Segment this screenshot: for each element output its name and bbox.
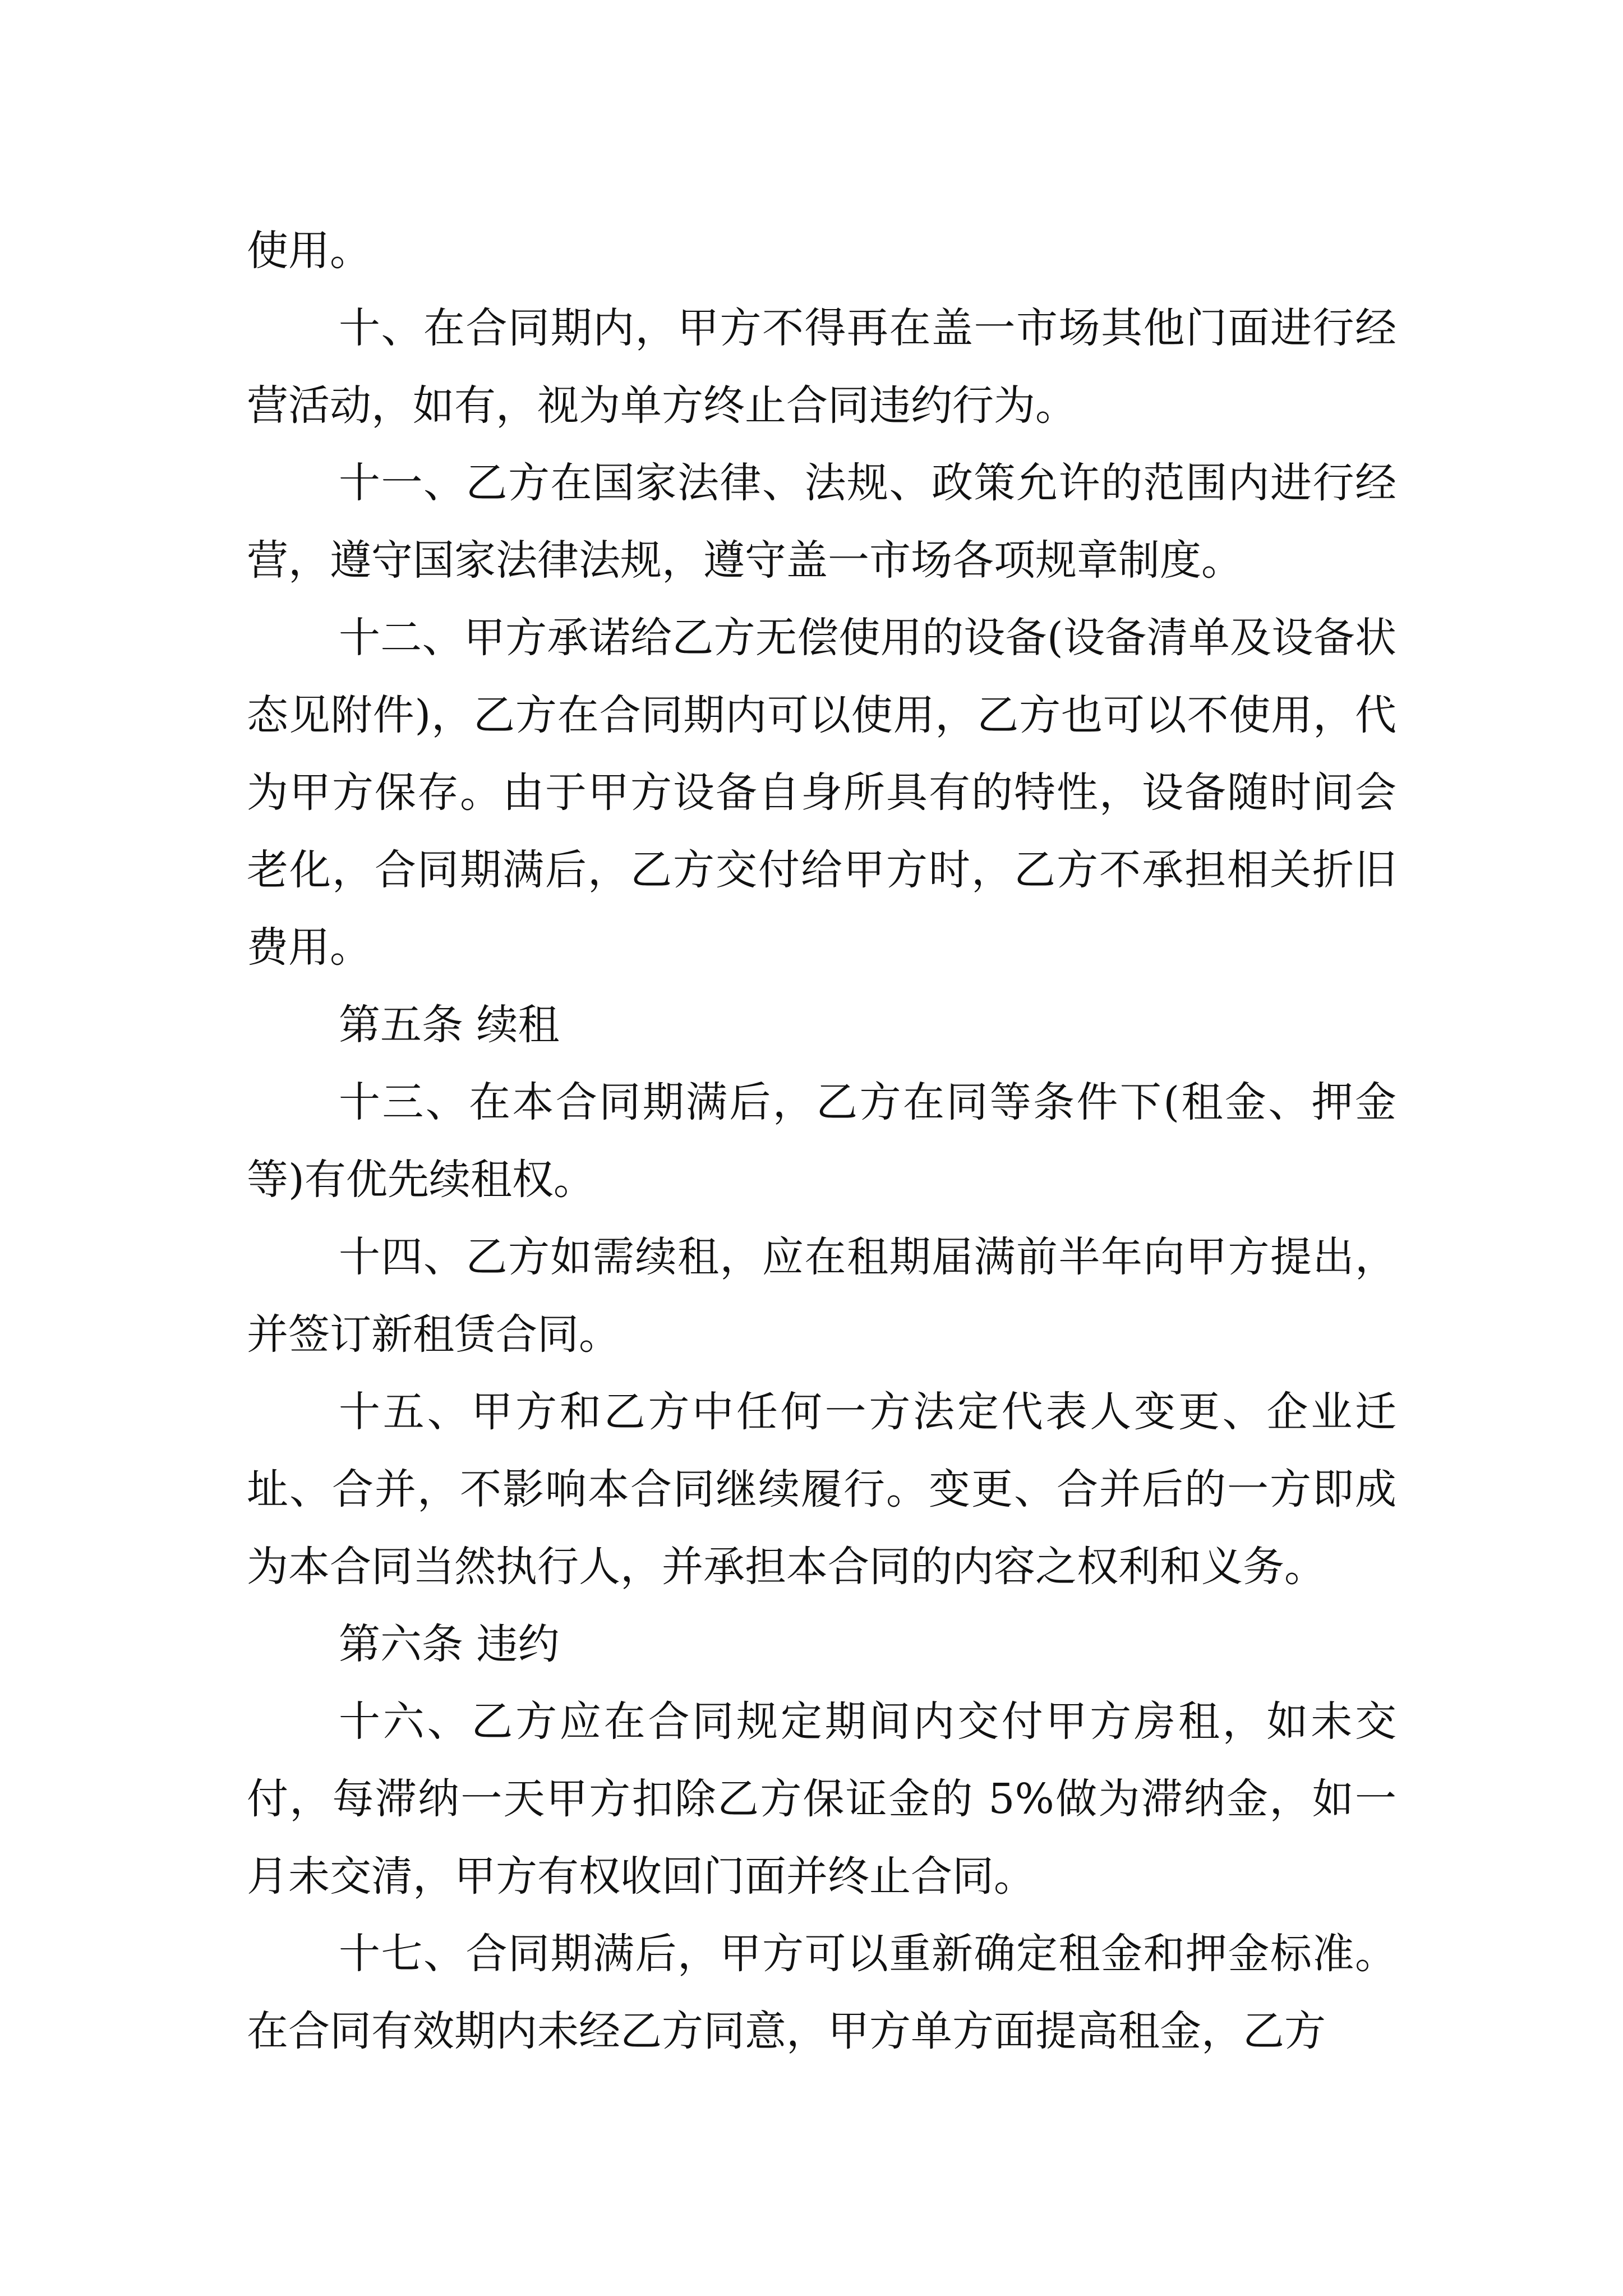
paragraph-clause-14: 十四、乙方如需续租，应在租期届满前半年向甲方提出，并签订新租赁合同。 bbox=[247, 1233, 1396, 1359]
paragraph-clause-10: 十、在合同期内，甲方不得再在盖一市场其他门面进行经营活动，如有，视为单方终止合同违约行为。 bbox=[247, 304, 1396, 430]
paragraph-clause-13: 十三、在本合同期满后，乙方在同等条件下(租金、押金等)有优先续租权。 bbox=[247, 1078, 1396, 1204]
paragraph-clause-17: 十七、合同期满后，甲方可以重新确定租金和押金标准。在合同有效期内未经乙方同意，甲方单方面提高租金，乙方 bbox=[247, 1930, 1396, 2055]
paragraph-clause-16: 十六、乙方应在合同规定期间内交付甲方房租，如未交付，每滞纳一天甲方扣除乙方保证金的 5%做为滞纳金，如一月未交清，甲方有权收回门面并终止合同。 bbox=[247, 1697, 1396, 1901]
document-page bbox=[247, 212, 1396, 2070]
paragraph-clause-11: 十一、乙方在国家法律、法规、政策允许的范围内进行经营，遵守国家法律法规，遵守盖一市场各项规章制度。 bbox=[247, 459, 1396, 585]
paragraph-clause-15: 十五、甲方和乙方中任何一方法定代表人变更、企业迁址、合并，不影响本合同继续履行。变更、合并后的一方即成为本合同当然执行人，并承担本合同的内容之权利和义务。 bbox=[247, 1388, 1396, 1591]
section-heading-article-5: 第五条 续租 bbox=[339, 1001, 560, 1049]
paragraph-clause-12: 十二、甲方承诺给乙方无偿使用的设备(设备清单及设备状态见附件)，乙方在合同期内可以使用，乙方也可以不使用，代为甲方保存。由于甲方设备自身所具有的特性，设备随时间会老化，合同期满后，乙方交付给甲方时，乙方不承担相关折旧费用。 bbox=[247, 614, 1396, 972]
section-heading-article-6: 第六条 违约 bbox=[339, 1620, 560, 1668]
paragraph-continued-text: 使用。 bbox=[247, 227, 371, 275]
